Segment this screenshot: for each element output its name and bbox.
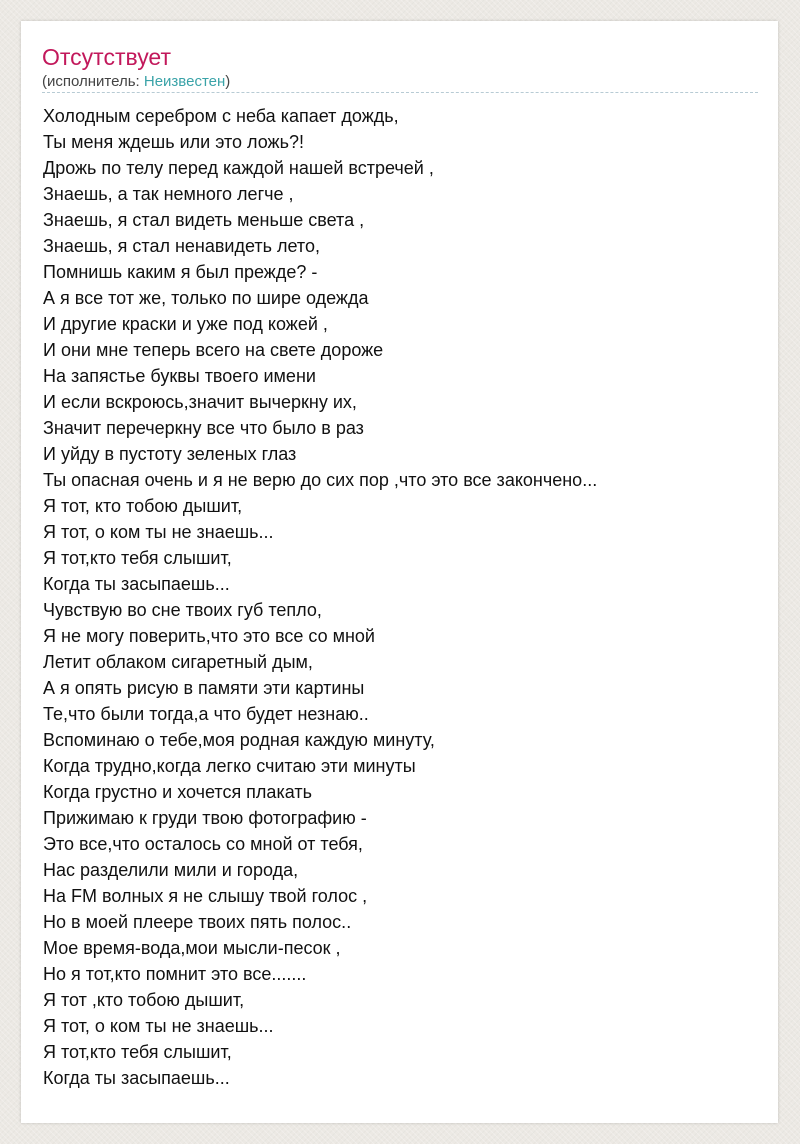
lyric-line: Я тот, о ком ты не знаешь... xyxy=(43,1016,274,1036)
lyrics-card xyxy=(21,21,778,1123)
lyric-line: Ты меня ждешь или это ложь?! xyxy=(43,132,304,152)
lyric-line: Значит перечеркну все что было в раз xyxy=(43,418,364,438)
header-divider xyxy=(42,92,758,93)
lyric-line: Дрожь по телу перед каждой нашей встречей , xyxy=(43,158,434,178)
lyric-line: Знаешь, а так немного легче , xyxy=(43,184,294,204)
lyric-line: Это все,что осталось со мной от тебя, xyxy=(43,834,363,854)
lyric-line: И они мне теперь всего на свете дороже xyxy=(43,340,384,360)
lyric-line: Помнишь каким я был прежде? - xyxy=(43,262,318,282)
lyric-line: Мое время-вода,мои мысли-песок , xyxy=(43,938,341,958)
lyric-line: Вспоминаю о тебе,моя родная каждую минуту, xyxy=(43,730,435,750)
lyric-line: Я тот, кто тобою дышит, xyxy=(43,496,243,516)
artist-prefix: (исполнитель: xyxy=(42,73,144,90)
lyric-line: Я тот ,кто тобою дышит, xyxy=(43,990,245,1010)
lyric-line: Когда ты засыпаешь... xyxy=(43,574,230,594)
lyric-line: Прижимаю к груди твою фотографию - xyxy=(43,808,367,828)
lyric-line: Чувствую во сне твоих губ тепло, xyxy=(43,600,322,620)
lyric-line: На запястье буквы твоего имени xyxy=(43,366,316,386)
artist-suffix: ) xyxy=(225,73,231,90)
lyric-line: И уйду в пустоту зеленых глаз xyxy=(43,444,297,464)
lyric-line: Когда грустно и хочется плакать xyxy=(43,782,312,802)
lyric-line: Когда трудно,когда легко считаю эти минуты xyxy=(43,756,416,776)
lyric-line: И другие краски и уже под кожей , xyxy=(43,314,328,334)
lyric-line: Я тот,кто тебя слышит, xyxy=(43,548,232,568)
lyric-line: Знаешь, я стал ненавидеть лето, xyxy=(43,236,320,256)
lyric-line: Те,что были тогда,а что будет незнаю.. xyxy=(43,704,369,724)
lyric-line: На FM волных я не слышу твой голос , xyxy=(43,886,368,906)
lyrics-text xyxy=(43,103,763,1091)
lyric-line: Холодным серебром с неба капает дождь, xyxy=(43,106,399,126)
lyric-line: Когда ты засыпаешь... xyxy=(43,1068,230,1088)
lyric-line: А я опять рисую в памяти эти картины xyxy=(43,678,365,698)
lyric-line: Нас разделили мили и города, xyxy=(43,860,299,880)
lyric-line: Я тот,кто тебя слышит, xyxy=(43,1042,232,1062)
lyric-line: Летит облаком сигаретный дым, xyxy=(43,652,313,672)
artist-link[interactable]: Неизвестен xyxy=(143,73,226,90)
lyric-line: И если вскроюсь,значит вычеркну их, xyxy=(43,392,357,412)
artist-line xyxy=(42,72,230,92)
lyric-line: А я все тот же, только по шире одежда xyxy=(43,288,369,308)
lyric-line: Знаешь, я стал видеть меньше света , xyxy=(43,210,365,230)
lyric-line: Я тот, о ком ты не знаешь... xyxy=(43,522,274,542)
lyric-line: Ты опасная очень и я не верю до сих пор ,что это все закончено... xyxy=(43,470,598,490)
lyric-line: Я не могу поверить,что это все со мной xyxy=(43,626,375,646)
song-title: Отсутствует xyxy=(42,44,171,70)
lyric-line: Но я тот,кто помнит это все....... xyxy=(43,964,307,984)
lyric-line: Но в моей плеере твоих пять полос.. xyxy=(43,912,352,932)
